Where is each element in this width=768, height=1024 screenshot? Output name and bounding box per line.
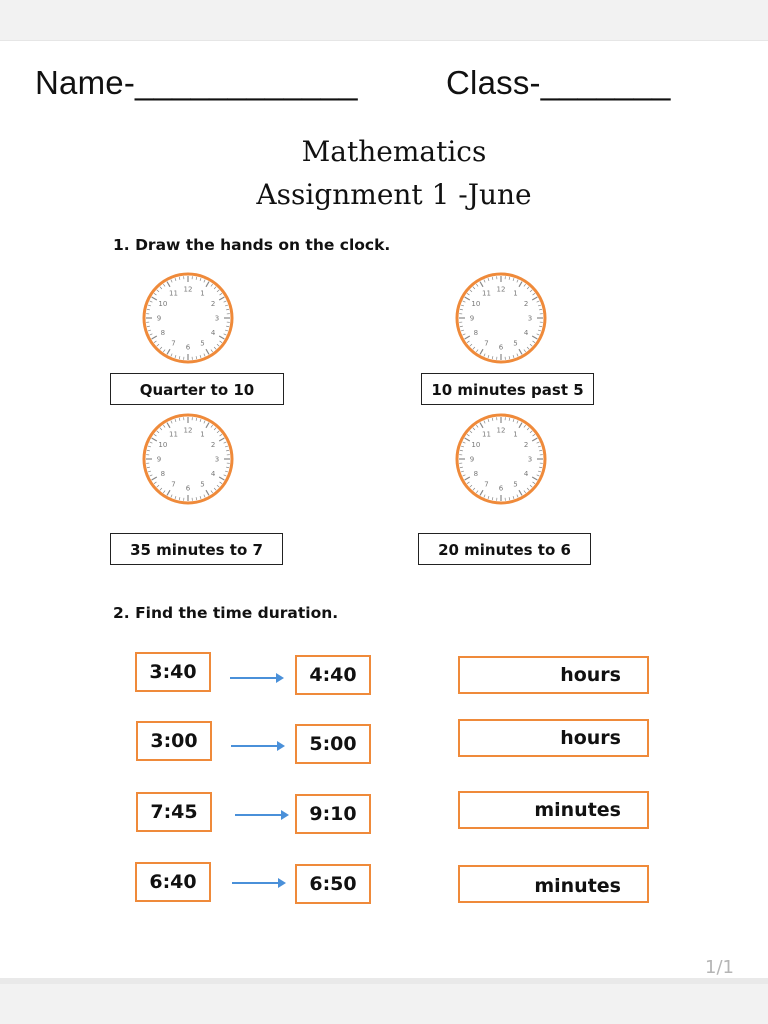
arrow-right-icon <box>232 882 284 884</box>
clock-number: 9 <box>156 455 162 464</box>
clock-number: 11 <box>482 289 491 298</box>
clock-number: 7 <box>484 339 489 348</box>
clock-number: 9 <box>469 314 475 323</box>
clock-number: 3 <box>527 314 533 323</box>
clock-number: 11 <box>482 430 491 439</box>
clock-number: 8 <box>160 470 166 478</box>
clock-number: 9 <box>156 314 162 323</box>
name-field-label: Name-____________ <box>35 64 358 101</box>
duration-unit: hours <box>560 664 621 686</box>
start-time-box: 3:00 <box>136 721 212 761</box>
clock-number: 1 <box>200 289 205 298</box>
end-time-box: 5:00 <box>295 724 371 764</box>
clock-number: 6 <box>185 484 191 493</box>
start-time-box: 6:40 <box>135 862 211 902</box>
duration-answer-box[interactable] <box>458 865 649 903</box>
duration-answer-box[interactable] <box>458 719 649 757</box>
clock-label: 10 minutes past 5 <box>421 373 594 405</box>
assignment-title: Assignment 1 -June <box>256 178 532 211</box>
clock-number: 12 <box>183 426 193 435</box>
clock-number: 6 <box>498 343 504 352</box>
clock-number: 10 <box>471 300 481 308</box>
clock-number: 4 <box>210 470 216 478</box>
subject-title: Mathematics <box>301 135 487 168</box>
clock-number: 10 <box>158 441 168 449</box>
start-time-box: 3:40 <box>135 652 211 692</box>
clock-number: 12 <box>183 285 193 294</box>
clock-number: 11 <box>169 289 178 298</box>
clock-number: 6 <box>498 484 504 493</box>
clock-number: 1 <box>513 289 518 298</box>
clock-number: 8 <box>473 329 479 337</box>
clock-number: 4 <box>210 329 216 337</box>
clock-number: 2 <box>210 441 216 449</box>
clock-number: 2 <box>523 300 529 308</box>
arrow-right-icon <box>235 814 287 816</box>
clock-number: 4 <box>523 470 529 478</box>
clock-number: 3 <box>214 455 220 464</box>
viewer-bottom-bar <box>0 978 768 984</box>
clock-number: 1 <box>200 430 205 439</box>
duration-unit: minutes <box>534 875 621 897</box>
clock-number: 8 <box>160 329 166 337</box>
clock-number: 4 <box>523 329 529 337</box>
clock-label: 35 minutes to 7 <box>110 533 283 565</box>
clock-number: 7 <box>171 339 176 348</box>
page-indicator: 1/1 <box>705 957 734 978</box>
clock-number: 3 <box>527 455 533 464</box>
clock-number: 7 <box>171 480 176 489</box>
clock-number: 6 <box>185 343 191 352</box>
clock-number: 5 <box>200 339 205 348</box>
clock-number: 8 <box>473 470 479 478</box>
clock-number: 5 <box>513 480 518 489</box>
clock-face <box>138 413 238 509</box>
question-2-heading: 2. Find the time duration. <box>113 604 339 622</box>
arrow-right-icon <box>231 745 283 747</box>
clock-number: 3 <box>214 314 220 323</box>
duration-answer-box[interactable] <box>458 791 649 829</box>
clock-number: 2 <box>210 300 216 308</box>
class-field-label: Class-_______ <box>446 64 671 101</box>
duration-unit: minutes <box>534 799 621 821</box>
clock-label: Quarter to 10 <box>110 373 284 405</box>
clock-number: 11 <box>169 430 178 439</box>
end-time-box: 9:10 <box>295 794 371 834</box>
arrow-right-icon <box>230 677 282 679</box>
end-time-box: 4:40 <box>295 655 371 695</box>
clock-number: 5 <box>513 339 518 348</box>
clock-face <box>138 272 238 368</box>
duration-answer-box[interactable] <box>458 656 649 694</box>
clock-number: 1 <box>513 430 518 439</box>
duration-unit: hours <box>560 727 621 749</box>
clock-face <box>451 272 551 368</box>
clock-number: 9 <box>469 455 475 464</box>
clock-number: 7 <box>484 480 489 489</box>
end-time-box: 6:50 <box>295 864 371 904</box>
clock-label: 20 minutes to 6 <box>418 533 591 565</box>
clock-number: 2 <box>523 441 529 449</box>
clock-number: 12 <box>496 285 506 294</box>
start-time-box: 7:45 <box>136 792 212 832</box>
clock-number: 12 <box>496 426 506 435</box>
clock-number: 10 <box>471 441 481 449</box>
clock-number: 10 <box>158 300 168 308</box>
question-1-heading: 1. Draw the hands on the clock. <box>113 236 391 254</box>
clock-number: 5 <box>200 480 205 489</box>
clock-face <box>451 413 551 509</box>
